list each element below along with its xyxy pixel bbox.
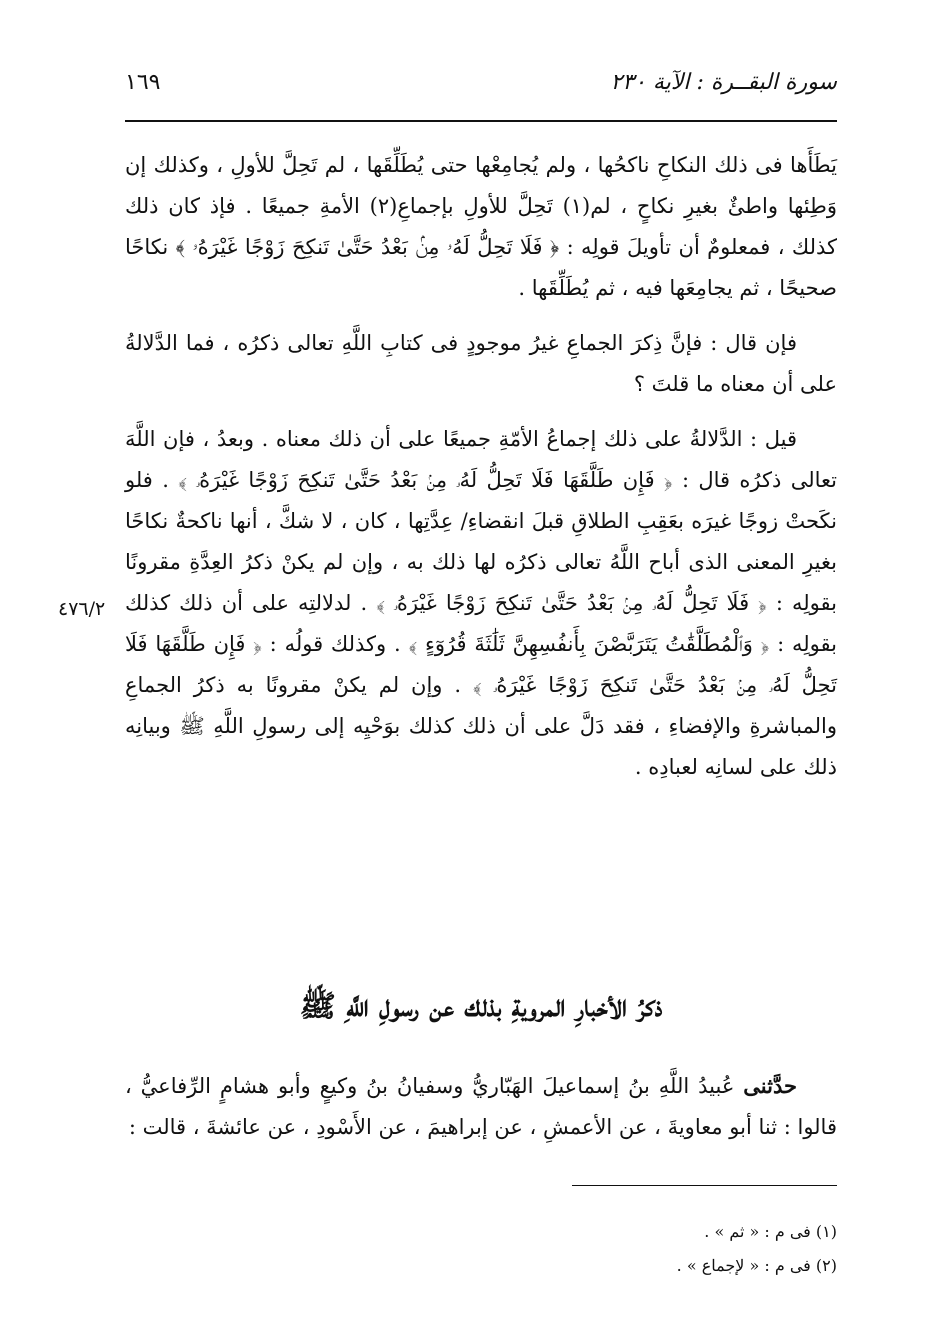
isnad-lead: حدَّثنى [743, 1073, 797, 1098]
paragraph-1: يَطَأَها فى ذلك النكاحِ ناكحُها ، ولم يُجامِعْها حتى يُطَلِّقَها ، لم تَحِلَّ للأولِ ، وكذلك إن وَطِئها واطئٌ بغيرِ نكاحٍ ، لم(١) تَحِلَّ للأولِ بإجماعِ(٢) الأمةِ جميعًا . فإذ كان ذلك كذلك ، فمعلومٌ أن تأويلَ قولِه : ﴿ فَلَا تَحِلُّ لَهُۥ مِنۢ بَعْدُ حَتَّىٰ تَنكِحَ زَوْجًا غَيْرَهُۥ ﴾ نكاحًا صحيحًا ، ثم يجامِعَها فيه ، ثم يُطَلِّقَها . [125, 153, 838, 300]
footnote-2: (٢) فى م : « لإجماع » . [676, 1256, 837, 1275]
hadith-chain [125, 1065, 837, 1148]
main-text [125, 145, 837, 802]
footnote-1: (١) فى م : « ثم » . [704, 1222, 837, 1241]
header-divider [125, 120, 837, 122]
running-title: سورة البقــرة : الآية ٢٣٠ [610, 70, 837, 95]
section-heading: ذكرُ الأخبارِ المرويةِ بذلك عن رسولِ اللَّهِ ﷺ [299, 989, 663, 1024]
page-header [125, 70, 837, 110]
footnotes [500, 1215, 837, 1283]
paragraph-3: قيل : الدَّلالةُ على ذلك إجماعُ الأمّةِ جميعًا على أن ذلك معناه . وبعدُ ، فإن اللَّهَ تعالى ذكرُه قال : ﴿ فَإِن طَلَّقَهَا فَلَا تَحِلُّ لَهُۥ مِنۢ بَعْدُ حَتَّىٰ تَنكِحَ زَوْجًا غَيْرَهُۥ ﴾ . فلو نكَحتْ زوجًا غيرَه بعَقِبِ الطلاقِ قبلَ انقضاءِ/ عِدَّتِها ، كان ، لا شكَّ ، أنها ناكحةٌ نكاحًا بغيرِ المعنى الذى أباح اللَّهُ تعالى ذكرُه لها ذلك به ، وإن لم يكنْ ذكرُ العِدَّةِ مقرونًا بقولِه : ﴿ فَلَا تَحِلُّ لَهُۥ مِنۢ بَعْدُ حَتَّىٰ تَنكِحَ زَوْجًا غَيْرَهُۥ ﴾ . لدلالتِه على أن ذلك كذلك بقولِه : ﴿ وَٱلْمُطَلَّقَٰتُ يَتَرَبَّصْنَ بِأَنفُسِهِنَّ ثَلَٰثَةَ قُرُوٓءٍ ﴾ . وكذلك قولُه : ﴿ فَإِن طَلَّقَهَا فَلَا تَحِلُّ لَهُۥ مِنۢ بَعْدُ حَتَّىٰ تَنكِحَ زَوْجًا غَيْرَهُۥ ﴾ . وإن لم يكنْ مقرونًا به ذكرُ الجماعِ والمباشرةِ والإفضاءِ ، فقد دَلَّ على أن ذلك كذلك بوَحْيِه إلى رسولِ اللَّهِ ﷺ وبيانِه ذلك على لسانِه لعبادِه . [125, 427, 837, 779]
margin-reference: ٤٧٦/٢ [58, 598, 106, 620]
paragraph-2: فإن قال : فإنَّ ذِكرَ الجماعِ غيرُ موجودٍ فى كتابِ اللَّهِ تعالى ذكرُه ، فما الدَّلالةُ على أن معناه ما قلتَ ؟ [125, 331, 837, 396]
page-number: ١٦٩ [125, 70, 161, 95]
isnad-text: عُبيدُ اللَّهِ بنُ إسماعيلَ الهَبّاريُّ وسفيانُ بنُ وكيعٍ وأبو هشامٍ الرِّفاعيُّ ، قالوا : ثنا أبو معاويةَ ، عن الأعمشِ ، عن إبراهيمَ ، عن الأَسْودِ ، عن عائشةَ ، قالت : [125, 1074, 837, 1139]
footnote-divider [572, 1185, 837, 1186]
